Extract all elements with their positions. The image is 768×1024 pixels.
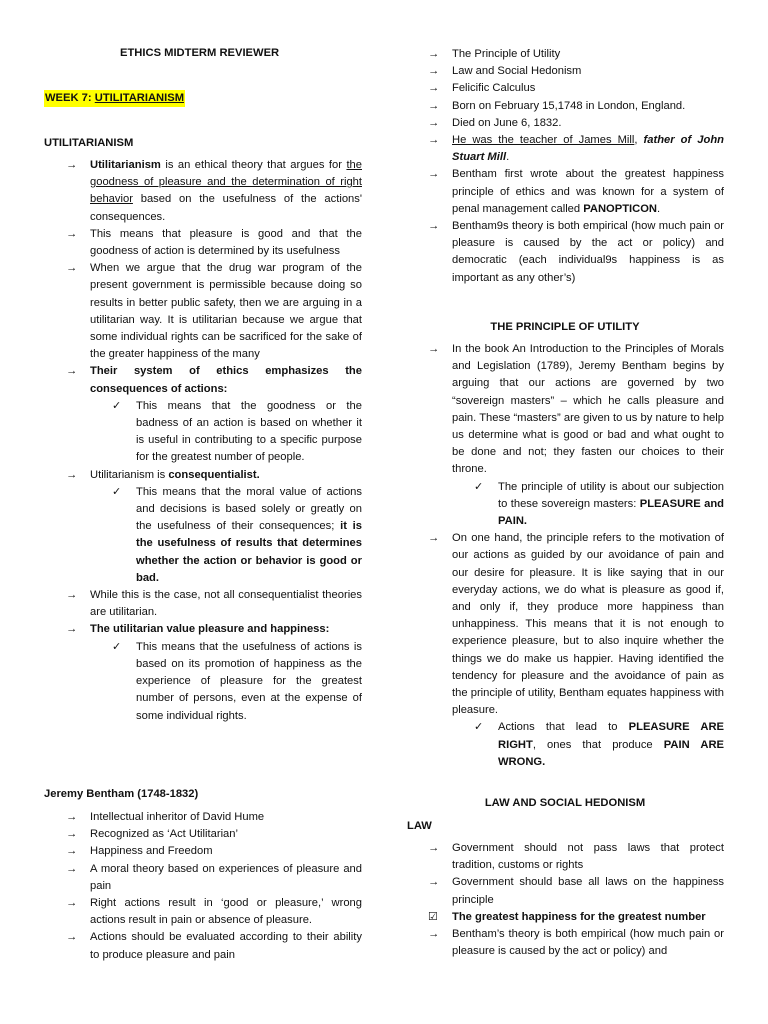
check-mark-icon: ✓ <box>112 640 122 653</box>
bold-italic-text: father of John Stuart Mill <box>452 134 724 164</box>
arrow-right-icon: → <box>66 468 78 481</box>
text: . <box>657 202 661 215</box>
arrow-right-icon: → <box>66 159 78 171</box>
arrow-right-icon: → <box>428 134 440 147</box>
section-principle-of-utility-heading: THE PRINCIPLE OF UTILITY <box>490 321 640 333</box>
arrow-right-icon: → <box>428 532 440 545</box>
check-mark-icon: ✓ <box>112 399 122 412</box>
bold-text: consequentialist. <box>168 468 260 481</box>
arrow-right-icon: → <box>66 828 78 841</box>
arrow-right-icon: → <box>428 876 440 889</box>
text: Felicific Calculus <box>452 82 536 95</box>
bold-text: PANOPTICON <box>583 202 657 215</box>
bentham-notes <box>44 809 362 964</box>
list-item <box>406 46 724 63</box>
week-heading <box>44 90 185 107</box>
check-mark-icon: ✓ <box>474 721 484 734</box>
utilitarianism-notes <box>44 157 362 725</box>
text: This means that the moral value of actions and decisions is based solely or greatly on the usefulness of their consequences; <box>136 485 362 533</box>
section-utilitarianism-heading: UTILITARIANISM <box>44 137 134 149</box>
sub-list-item <box>406 719 724 771</box>
text: Bentham first wrote about the greatest happiness principle of ethics and was known for a system of penal management called <box>452 168 724 215</box>
list-item <box>44 826 362 843</box>
list-item <box>406 115 724 132</box>
section-bentham-heading: Jeremy Bentham (1748-1832) <box>44 788 199 800</box>
list-item <box>44 157 362 226</box>
arrow-right-icon: → <box>428 116 440 129</box>
bold-text: PAIN ARE WRONG. <box>498 738 724 768</box>
text: This means that pleasure is good and that the goodness of action is determined by its usefulness <box>90 227 362 258</box>
text: based on the usefulness of the actions' consequences. <box>90 193 362 223</box>
list-item <box>406 341 724 479</box>
arrow-right-icon: → <box>66 897 78 910</box>
text: On one hand, the principle refers to the motivation of our actions as guided by our avoidance of pain and our desire for pleasure. It is like saying that in our everyday actions, we do what is pleasure as good if, and only if, they produce more happiness than unhappiness. This means that it is not enough to experience pleasure, but to also inquire whether the things we do make us happier. Having identified the tendency for pleasure and the avoidance of pain as the principle of utility, Bentham equates happiness with pleasure. <box>452 532 724 717</box>
text: is an ethical theory that argues for <box>160 159 347 171</box>
checked-box-icon: ☑ <box>428 910 439 923</box>
list-item <box>44 861 362 895</box>
arrow-right-icon: → <box>428 48 440 60</box>
text: Actions that lead to <box>498 721 629 734</box>
text: , <box>634 134 644 147</box>
text: The Principle of Utility <box>452 48 561 60</box>
list-item <box>406 80 724 97</box>
underlined-text: the goodness of pleasure and the determination of right behavior <box>90 159 362 206</box>
text: Right actions result in ‘good or pleasure,’ wrong actions result in pain or absence of pleasure. <box>90 897 362 927</box>
list-item <box>44 895 362 929</box>
list-item <box>406 840 724 874</box>
arrow-right-icon: → <box>428 842 440 854</box>
text: Utilitarianism is <box>90 468 169 481</box>
list-item <box>44 226 362 260</box>
list-item <box>44 260 362 363</box>
list-item <box>406 98 724 115</box>
arrow-right-icon: → <box>66 589 78 602</box>
list-item <box>406 132 724 166</box>
sub-list-item <box>44 484 362 587</box>
text: Actions should be evaluated according to their ability to produce pleasure and pain <box>90 931 362 961</box>
arrow-right-icon: → <box>428 82 440 95</box>
text: When we argue that the drug war program of the present government is permissible because doing so results in better public safety, then we are arguing in a utilitarian way. It is utilitarian because we argue that some individual rights can be sacrificed for the sake of the greater happiness of the many <box>90 262 362 361</box>
text: In the book An Introduction to the Principles of Morals and Legislation (1789), Jeremy Bentham begins by arguing that our actions are governed by two “sovereign masters” – which he calls pleasure and pain. These “masters” are given to us by nature to help us determine what is good or bad and what ought to be done and not; they fasten our choices to their throne. <box>452 343 724 476</box>
text: Recognized as ‘Act Utilitarian’ <box>90 828 238 841</box>
text: Bentham9s theory is both empirical (how much pain or pleasure is caused by the act or policy) and democratic (each individual9s happiness is as important as any other’s) <box>452 220 724 284</box>
section-law-heading: LAW AND SOCIAL HEDONISM <box>484 797 646 809</box>
text: Died on June 6, 1832. <box>452 116 562 129</box>
text: Bentham’s theory is both empirical (how much pain or pleasure is caused by the act or policy) and <box>452 928 724 958</box>
bold-text: The utilitarian value pleasure and happiness: <box>90 623 330 636</box>
arrow-right-icon: → <box>66 845 78 858</box>
arrow-right-icon: → <box>428 65 440 78</box>
list-item <box>406 874 724 908</box>
list-item <box>406 218 724 287</box>
term-utilitarianism: Utilitarianism <box>90 159 161 171</box>
list-item <box>44 929 362 963</box>
arrow-right-icon: → <box>66 862 78 875</box>
arrow-right-icon: → <box>428 168 440 181</box>
text: Born on February 15,1748 in London, England. <box>452 99 686 112</box>
bold-text: Their system of ethics emphasizes the consequences of actions: <box>90 365 362 395</box>
text: , ones that produce <box>532 738 664 751</box>
text: Government should not pass laws that protect tradition, customs or rights <box>452 842 724 872</box>
list-item <box>406 926 724 960</box>
underlined-text: He was the teacher of James Mill <box>452 134 635 147</box>
text: While this is the case, not all consequentialist theories are utilitarian. <box>90 589 362 619</box>
list-item <box>406 63 724 80</box>
list-item <box>406 530 724 719</box>
text: Government should base all laws on the happiness principle <box>452 876 724 906</box>
arrow-right-icon: → <box>428 343 440 355</box>
sub-list-item <box>44 639 362 725</box>
list-item <box>406 166 724 218</box>
text: This means that the usefulness of actions is based on its promotion of happiness as the experience of pleasure for the greatest number of persons, even at the expense of some individual rights. <box>136 640 362 722</box>
arrow-right-icon: → <box>66 365 78 378</box>
arrow-right-icon: → <box>66 931 78 944</box>
week-topic: UTILITARIANISM <box>94 92 185 104</box>
text: Law and Social Hedonism <box>452 65 582 78</box>
text: . <box>506 151 510 164</box>
list-item <box>44 843 362 860</box>
arrow-right-icon: → <box>428 99 440 112</box>
check-mark-icon: ✓ <box>112 485 122 498</box>
law-subheading: LAW <box>407 820 432 832</box>
arrow-right-icon: → <box>66 623 78 636</box>
sub-list-item <box>44 398 362 467</box>
list-item <box>44 363 362 397</box>
law-notes <box>406 840 724 960</box>
arrow-right-icon: → <box>428 928 440 941</box>
principle-of-utility-notes <box>406 341 724 771</box>
arrow-right-icon: → <box>66 262 78 275</box>
list-item <box>44 467 362 484</box>
text: Intellectual inheritor of David Hume <box>90 811 265 823</box>
arrow-right-icon: → <box>428 220 440 233</box>
list-item <box>406 909 724 926</box>
bentham-overview <box>406 46 724 287</box>
bold-text: PLEASURE ARE RIGHT <box>498 721 725 751</box>
bold-text: it is the usefulness of results that determines whether the action or behavior is good or bad. <box>136 520 362 584</box>
arrow-right-icon: → <box>66 811 78 823</box>
document-title: ETHICS MIDTERM REVIEWER <box>120 47 280 59</box>
text: This means that the goodness or the badness of an action is based on whether it is useful in contributing to a specific purpose for the greatest number of people. <box>136 399 362 464</box>
list-item <box>44 587 362 621</box>
text: The principle of utility is about our subjection to these sovereign masters: <box>498 480 724 510</box>
text: A moral theory based on experiences of pleasure and pain <box>90 862 362 892</box>
list-item <box>44 621 362 638</box>
week-prefix: WEEK 7: <box>45 92 95 104</box>
bold-text: PLEASURE and PAIN. <box>498 497 724 528</box>
arrow-right-icon: → <box>66 227 78 240</box>
list-item <box>44 809 362 826</box>
bold-text: The greatest happiness for the greatest number <box>452 910 706 923</box>
sub-list-item <box>406 479 724 531</box>
check-mark-icon: ✓ <box>474 480 484 493</box>
text: Happiness and Freedom <box>90 845 213 858</box>
